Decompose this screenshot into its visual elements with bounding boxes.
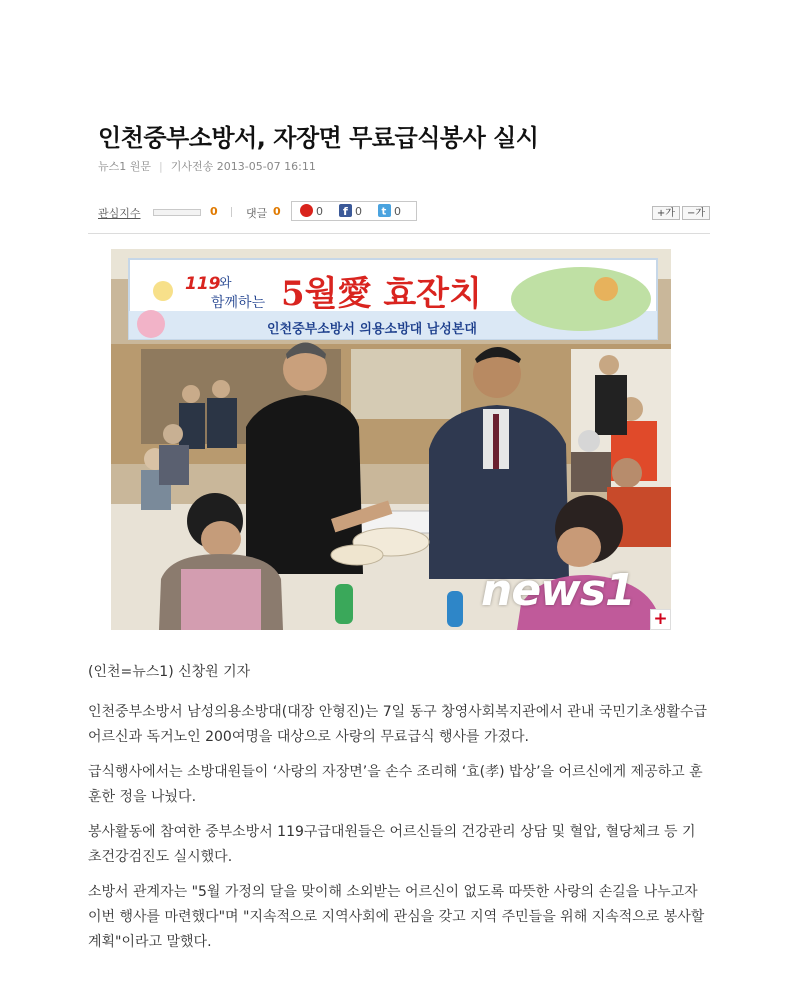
me2day-count: 0 <box>316 205 323 218</box>
header-divider <box>88 233 710 234</box>
share-me2day-button[interactable] <box>300 204 323 218</box>
svg-text:t: t <box>381 206 387 217</box>
photo-zoom-button[interactable]: + <box>650 609 671 630</box>
font-decrease-button[interactable]: −가 <box>682 206 710 220</box>
byline: (인천=뉴스1) 신창원 기자 <box>88 664 251 680</box>
twitter-count: 0 <box>394 205 401 218</box>
banner-with: 함께하는 <box>211 295 266 311</box>
paragraph: 급식행사에서는 소방대원들이 ‘사랑의 자장면’을 손수 조리해 ‘효(孝) 밥상’을 어르신에게 제공하고 훈훈한 정을 나눴다. <box>88 764 703 805</box>
interest-value: 0 <box>210 205 218 218</box>
article-datetime: 2013-05-07 16:11 <box>216 160 316 173</box>
share-twitter-button[interactable] <box>378 204 401 218</box>
banner-sub: 인천중부소방서 의용소방대 남성본대 <box>267 322 477 337</box>
comment-count: 0 <box>273 205 281 218</box>
source-link[interactable]: 뉴스1 원문 <box>98 160 151 173</box>
svg-text:f: f <box>343 205 348 217</box>
facebook-count: 0 <box>355 205 362 218</box>
banner-119: 119 <box>185 274 221 294</box>
paragraph: 인천중부소방서 남성의용소방대(대장 안형진)는 7일 동구 창영사회복지관에서 관내 국민기초생활수급 어르신과 독거노인 200여명을 대상으로 사랑의 무료급식 행사를 가졌다. <box>88 704 707 745</box>
paragraph: 소방서 관계자는 "5월 가정의 달을 맞이해 소외받는 어르신이 없도록 따뜻한 사랑의 손길을 나누고자 이번 행사를 마련했다"며 "지속적으로 지역사회에 관심을 갖고 지역 주민들을 위해 지속적으로 봉사할 계획"이라고 말했다. <box>88 884 705 950</box>
facebook-icon <box>339 204 352 217</box>
news1-watermark: news1 <box>481 565 635 616</box>
share-facebook-button[interactable] <box>339 204 362 218</box>
article-body <box>88 660 708 965</box>
interest-index-link[interactable]: 관심지수 <box>98 207 141 220</box>
twitter-icon <box>378 204 391 217</box>
font-size-controls <box>650 206 710 220</box>
banner-main: 5월愛 효잔치 <box>281 274 482 314</box>
banner-wa: 와 <box>219 276 232 291</box>
article-toolbar <box>98 200 710 224</box>
article-meta <box>98 158 316 174</box>
toolbar-divider <box>231 207 232 217</box>
sent-label: 기사전송 <box>170 160 214 173</box>
article-photo[interactable] <box>111 249 671 630</box>
share-box <box>291 201 417 221</box>
paragraph: 봉사활동에 참여한 중부소방서 119구급대원들은 어르신들의 건강관리 상담 및 혈압, 혈당체크 등 기초건강검진도 실시했다. <box>88 824 696 865</box>
comment-label[interactable]: 댓글 <box>246 207 268 220</box>
meta-divider: | <box>159 160 163 173</box>
font-increase-button[interactable]: +가 <box>652 206 680 220</box>
me2day-icon <box>300 204 313 217</box>
interest-bar <box>153 209 201 216</box>
article-title: 인천중부소방서, 자장면 무료급식봉사 실시 <box>98 124 539 152</box>
